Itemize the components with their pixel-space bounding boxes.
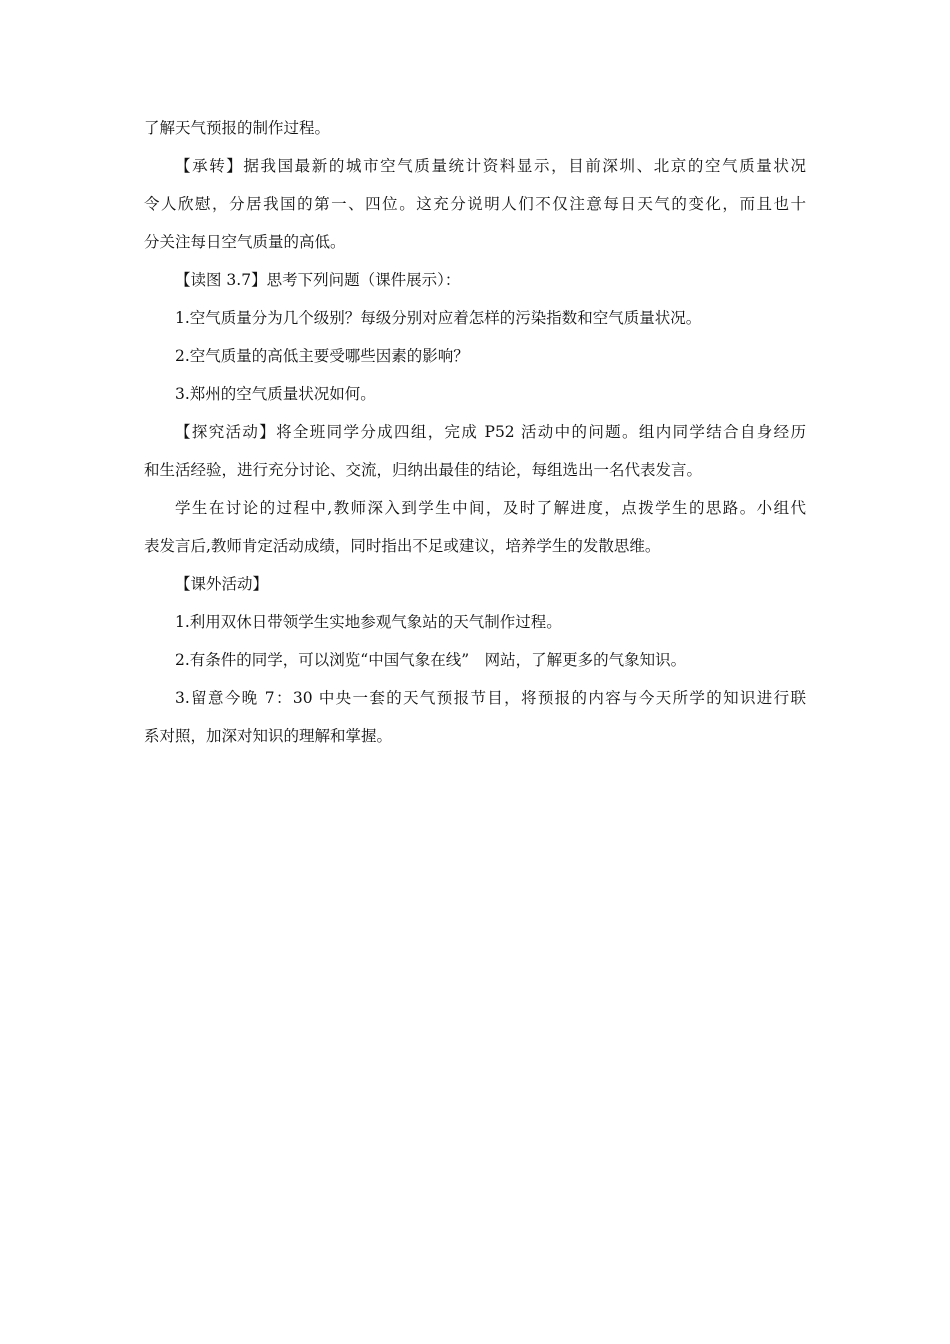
text-line-4: 分关注每日空气质量的高低。 xyxy=(144,233,346,251)
text-line-6: 1.空气质量分为几个级别？每级分别对应着怎样的污染指数和空气质量状况。 xyxy=(175,309,702,327)
text-line-11: 学生在讨论的过程中,教师深入到学生中间，及时了解进度，点拨学生的思路。小组代 xyxy=(175,499,806,517)
text-line-17: 系对照，加深对知识的理解和掌握。 xyxy=(144,727,393,745)
text-line-9: 【探究活动】将全班同学分成四组，完成 P52 活动中的问题。组内同学结合自身经历 xyxy=(175,423,806,441)
text-line-5: 【读图 3.7】思考下列问题（课件展示）： xyxy=(175,271,461,289)
text-line-7: 2.空气质量的高低主要受哪些因素的影响？ xyxy=(175,347,469,365)
text-line-13: 【课外活动】 xyxy=(175,575,269,593)
text-line-3: 令人欣慰，分居我国的第一、四位。这充分说明人们不仅注意每日天气的变化，而且也十 xyxy=(144,195,806,213)
text-line-16: 3.留意今晚 7：30 中央一套的天气预报节目，将预报的内容与今天所学的知识进行联 xyxy=(175,689,806,707)
text-line-15: 2.有条件的同学，可以浏览“中国气象在线” 网站，了解更多的气象知识。 xyxy=(175,651,687,669)
text-line-2: 【承转】据我国最新的城市空气质量统计资料显示，目前深圳、北京的空气质量状况 xyxy=(175,157,806,175)
text-line-1: 了解天气预报的制作过程。 xyxy=(144,119,331,137)
text-line-12: 表发言后,教师肯定活动成绩，同时指出不足或建议，培养学生的发散思维。 xyxy=(144,537,661,555)
text-line-10: 和生活经验，进行充分讨论、交流，归纳出最佳的结论，每组选出一名代表发言。 xyxy=(144,461,703,479)
document-page xyxy=(144,112,806,752)
text-line-14: 1.利用双休日带领学生实地参观气象站的天气制作过程。 xyxy=(175,613,562,631)
text-line-8: 3.郑州的空气质量状况如何。 xyxy=(175,385,376,403)
